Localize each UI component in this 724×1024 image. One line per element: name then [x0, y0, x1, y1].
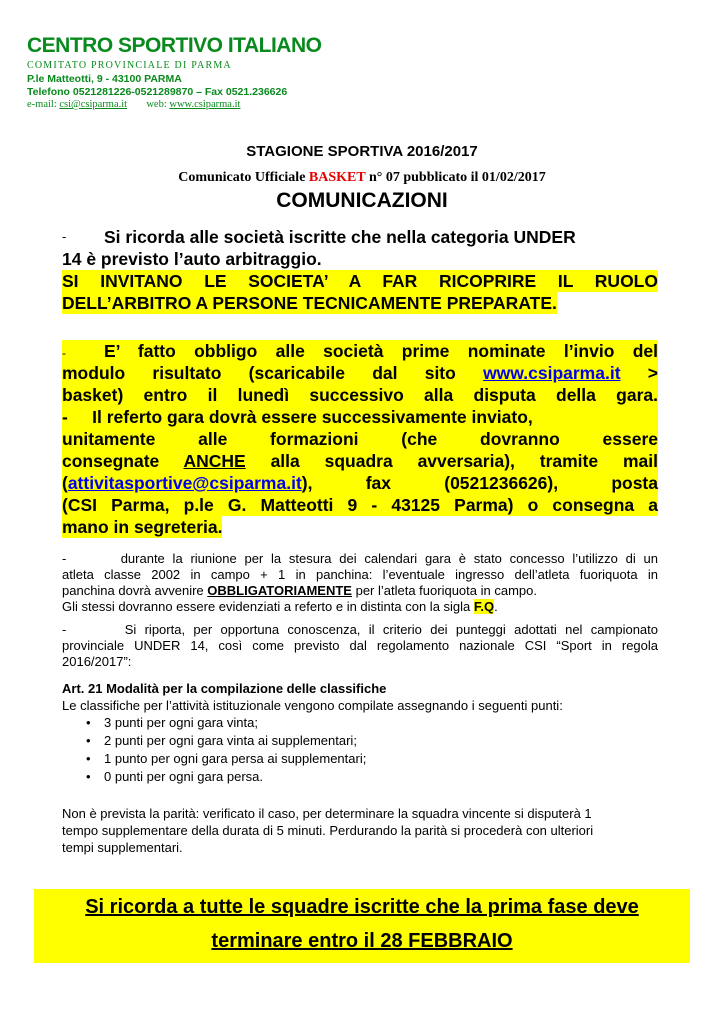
dash: -: [62, 229, 67, 244]
p2-line2: modulo risultato (scaricabile dal sito www.csiparma.it >: [62, 363, 658, 383]
p1-highlight1: SI INVITANO LE SOCIETA’ A FAR RICOPRIRE IL RUOLO: [62, 271, 658, 291]
obbligatoriamente: OBBLIGATORIAMENTE: [207, 583, 352, 598]
communique-line: [0, 170, 724, 186]
list-item: • 2 punti per ogni gara vinta ai supplementari;: [86, 732, 366, 750]
list-item: • 3 punti per ogni gara vinta;: [86, 714, 366, 732]
p4-line1: - Si riporta, per opportuna conoscenza, il criterio dei punteggi adottati nel campionato: [62, 622, 658, 637]
web-link[interactable]: www.csiparma.it: [169, 99, 241, 110]
org-address: P.le Matteotti, 9 - 43100 PARMA: [27, 73, 182, 85]
season-title: STAGIONE SPORTIVA 2016/2017: [246, 143, 478, 160]
mail-link[interactable]: attivitasportive@csiparma.it: [67, 473, 302, 493]
p2-line8: (CSI Parma, p.le G. Matteotti 9 - 43125 Parma) o consegna a: [62, 495, 658, 515]
tie-rule: [62, 805, 662, 856]
org-phone: Telefono 0521281226-0521289870 – Fax 0521.236626: [27, 86, 288, 98]
p3-line2: atleta classe 2002 in campo + 1 in panchina: l’eventuale ingresso dell’atleta fuoriquota in: [62, 567, 658, 582]
paragraph-auto-arbitraggio: [62, 226, 658, 314]
email-link[interactable]: csi@csiparma.it: [59, 99, 128, 110]
tie-line2: tempo supplementare della durata di 5 minuti. Perdurando la parità si procederà con ulteriori: [62, 823, 594, 838]
communique-suffix: n° 07 pubblicato il 01/02/2017: [368, 170, 546, 185]
p3-line1: - durante la riunione per la stesura dei calendari gara è stato concesso l’utilizzo di un: [62, 551, 658, 566]
p2-line6: consegnate ANCHE alla squadra avversaria), tramite mail: [62, 451, 658, 471]
p3-line3: panchina dovrà avvenire OBBLIGATORIAMENTE per l’atleta fuoriquota in campo.: [62, 583, 537, 598]
paragraph-obbligo: [62, 340, 658, 538]
email-label: e-mail:: [27, 99, 57, 110]
article-intro: Le classifiche per l’attività istituzionale vengono compilate assegnando i seguenti punti:: [62, 698, 563, 713]
paragraph-punteggi: [62, 622, 658, 670]
communique-prefix: Comunicato Ufficiale: [178, 170, 306, 185]
tie-line3: tempi supplementari.: [62, 840, 183, 855]
org-contacts: [27, 99, 240, 110]
p1-highlight2: DELL’ARBITRO A PERSONE TECNICAMENTE PREPARATE.: [62, 293, 557, 313]
tie-line1: Non è prevista la parità: verificato il caso, per determinare la squadra vincente si disputerà 1: [62, 806, 592, 821]
p1-line1: Si ricorda alle società iscritte che nella categoria UNDER: [104, 227, 576, 247]
page-title: COMUNICAZIONI: [276, 189, 448, 212]
p2-line9: mano in segreteria.: [62, 517, 223, 537]
p4-line2: provinciale UNDER 14, così come previsto dal regolamento nazionale CSI “Sport in regola: [62, 638, 658, 653]
communique-sport: BASKET: [308, 170, 366, 185]
paragraph-fuoriquota: [62, 551, 658, 615]
fq-badge: F.Q: [473, 599, 495, 614]
p2-line5: unitamente alle formazioni (che dovranno essere: [62, 429, 658, 449]
p2-line1: E’ fatto obbligo alle società prime nominate l’invio del: [104, 341, 658, 361]
points-list: [86, 714, 366, 786]
list-item: • 0 punti per ogni gara persa.: [86, 768, 366, 786]
p3-line4: Gli stessi dovranno essere evidenziati a referto e in distinta con la sigla F.Q.: [62, 599, 498, 614]
article-title: Art. 21 Modalità per la compilazione delle classifiche: [62, 681, 387, 696]
web-label: web:: [146, 99, 167, 110]
p4-line3: 2016/2017”:: [62, 654, 132, 669]
committee-name: COMITATO PROVINCIALE DI PARMA: [27, 60, 232, 71]
site-link[interactable]: www.csiparma.it: [483, 363, 621, 383]
p2-line4: - Il referto gara dovrà essere successivamente inviato,: [62, 406, 658, 428]
dash: -: [62, 346, 66, 360]
p2-line7: (attivitasportive@csiparma.it), fax (0521236626), posta: [62, 473, 658, 493]
p2-line1-row: [62, 340, 658, 362]
footer-line1: Si ricorda a tutte le squadre iscritte che la prima fase deve: [85, 896, 639, 918]
footer-line2: terminare entro il 28 FEBBRAIO: [211, 930, 513, 952]
p1-line2: 14 è previsto l’auto arbitraggio.: [62, 249, 322, 269]
org-name: CENTRO SPORTIVO ITALIANO: [27, 34, 322, 57]
anche-underlined: ANCHE: [183, 451, 246, 471]
p2-line3: basket) entro il lunedì successivo alla disputa della gara.: [62, 385, 658, 405]
list-item: • 1 punto per ogni gara persa ai supplementari;: [86, 750, 366, 768]
